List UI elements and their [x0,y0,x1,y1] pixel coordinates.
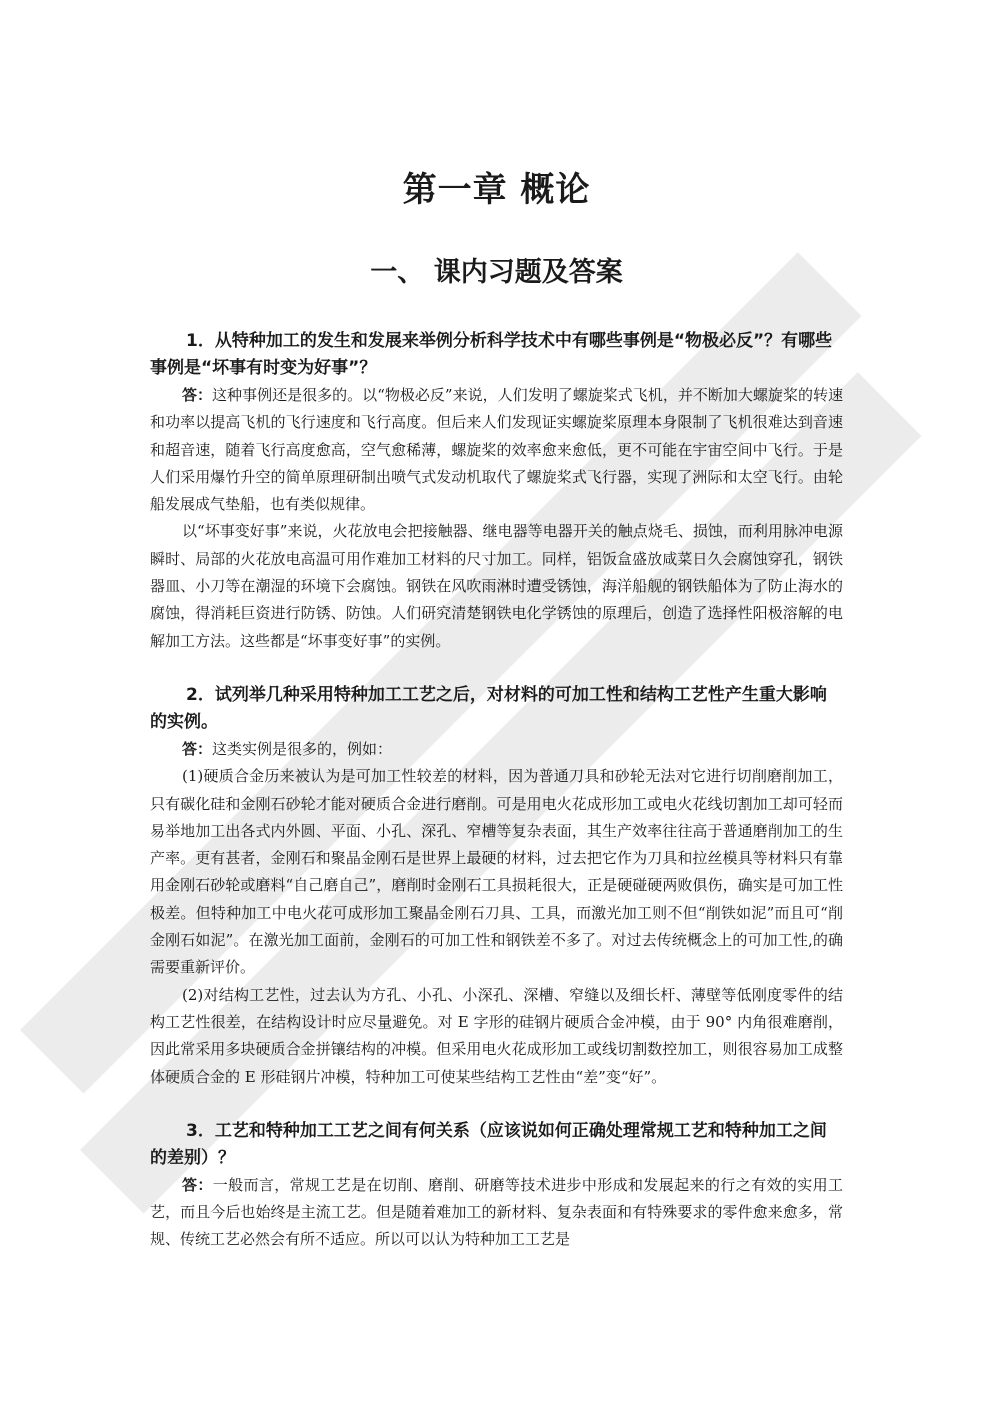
document-page [150,150,843,1254]
answer-paragraph [150,1172,843,1254]
answer-label: 答： [182,739,213,758]
question-block-1 [150,328,843,655]
question-block-2 [150,682,843,1091]
answer-text: 这类实例是很多的，例如： [212,739,393,758]
question-text: 1．从特种加工的发生和发展来举例分析科学技术中有哪些事例是“物极必反”？有哪些事例是“坏事有时变为好事”？ [150,331,833,378]
answer-paragraph [150,382,843,518]
answer-paragraph: (2)对结构工艺性，过去认为方孔、小孔、小深孔、深槽、窄缝以及细长杆、薄壁等低刚度零件的结构工艺性很差，在结构设计时应尽量避免。对 E 字形的硅钢片硬质合金冲模，由于 90° 内角很难磨削，因此常采用多块硬质合金拼镶结构的冲模。但采用电火花成形加工或线切割数控加工，则很容易加工成整体硬质合金的 E 形硅钢片冲模，特种加工可使某些结构工艺性由“差”变“好”。 [150,985,843,1086]
answer-text: 这种事例还是很多的。以“物极必反”来说，人们发明了螺旋桨式飞机，并不断加大螺旋桨的转速和功率以提高飞机的飞行速度和飞行高度。但后来人们发现证实螺旋桨原理本身限制了飞机很难达到音速和超音速，随着飞行高度愈高，空气愈稀薄，螺旋桨的效率愈来愈低，更不可能在宇宙空间中飞行。于是人们采用爆竹升空的简单原理研制出喷气式发动机取代了螺旋桨式飞行器，实现了洲际和太空飞行。由轮船发展成气垫船，也有类似规律。 [150,386,843,514]
answer-paragraph: (1)硬质合金历来被认为是可加工性较差的材料，因为普通刀具和砂轮无法对它进行切削磨削加工，只有碳化硅和金刚石砂轮才能对硬质合金进行磨削。可是用电火花成形加工或电火花线切割加工却可轻而易举地加工出各式内外圆、平面、小孔、深孔、窄槽等复杂表面，其生产效率往往高于普通磨削加工的生产率。更有甚者，金刚石和聚晶金刚石是世界上最硬的材料，过去把它作为刀具和拉丝模具等材料只有靠用金刚石砂轮或磨料“自己磨自己”，磨削时金刚石工具损耗很大，正是硬碰硬两败俱伤，确实是可加工性极差。但特种加工中电火花可成形加工聚晶金刚石刀具、工具，而激光加工则不但“削铁如泥”而且可“削金刚石如泥”。在激光加工面前，金刚石的可加工性和钢铁差不多了。对过去传统概念上的可加工性,的确需要重新评价。 [150,767,843,977]
question-text: 2．试列举几种采用特种加工工艺之后，对材料的可加工性和结构工艺性产生重大影响的实例。 [150,684,827,732]
answer-label: 答： [182,1175,213,1194]
answer-label: 答： [182,386,213,404]
question-block-3 [150,1118,843,1254]
chapter-title: 第一章 概论 [402,170,591,210]
answer-paragraph: 以“坏事变好事”来说，火花放电会把接触器、继电器等电器开关的触点烧毛、损蚀，而利用脉冲电源瞬时、局部的火花放电高温可用作难加工材料的尺寸加工。同样，铝饭盒盛放咸菜日久会腐蚀穿孔，钢铁器皿、小刀等在潮湿的环境下会腐蚀。钢铁在风吹雨淋时遭受锈蚀，海洋船舰的钢铁船体为了防止海水的腐蚀，得消耗巨资进行防锈、防蚀。人们研究清楚钢铁电化学锈蚀的原理后，创造了选择性阳极溶解的电解加工方法。这些都是“坏事变好事”的实例。 [150,522,843,650]
section-title: 一、 课内习题及答案 [370,257,623,288]
answer-paragraph [150,736,843,763]
question-text: 3．工艺和特种加工工艺之间有何关系（应该说如何正确处理常规工艺和特种加工之间的差别）？ [150,1120,827,1168]
answer-text: 一般而言，常规工艺是在切削、磨削、研磨等技术进步中形成和发展起来的行之有效的实用工艺，而且今后也始终是主流工艺。但是随着难加工的新材料、复杂表面和有特殊要求的零件愈来愈多，常规、传统工艺必然会有所不适应。所以可以认为特种加工工艺是 [150,1175,843,1249]
